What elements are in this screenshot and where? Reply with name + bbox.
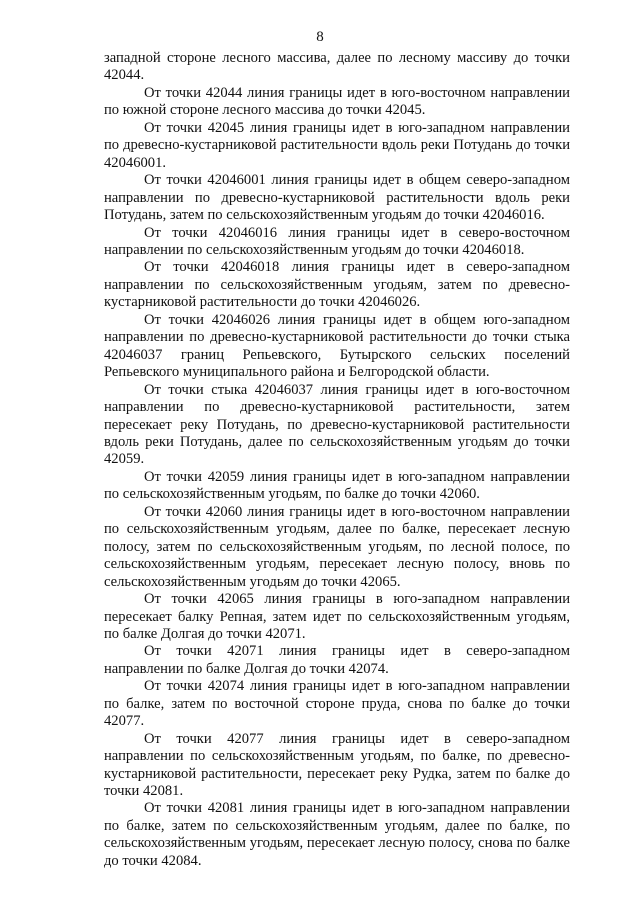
paragraph-42046016: От точки 42046016 линия границы идет в северо-восточном направлении по сельскохозяйственным угодьям до точки 42046018. bbox=[104, 224, 570, 258]
document-body bbox=[104, 50, 570, 870]
paragraph-42059: От точки 42059 линия границы идет в юго-западном направлении по сельскохозяйственным угодьям, по балке до точки 42060. bbox=[104, 468, 570, 503]
paragraph-42081: От точки 42081 линия границы идет в юго-западном направлении по балке, затем по сельскохозяйственным угодьям, далее по балке, по сельскохозяйственным угодьям, пересекает лесную полосу, снова по балке до точки 42084. bbox=[104, 800, 570, 869]
page-number: 8 bbox=[316, 29, 324, 45]
paragraph-continuation: западной стороне лесного массива, далее по лесному массиву до точки 42044. bbox=[104, 50, 570, 84]
paragraph-42071: От точки 42071 линия границы идет в северо-западном направлении по балке Долгая до точки 42074. bbox=[104, 643, 570, 677]
paragraph-42046037: От точки стыка 42046037 линия границы идет в юго-восточном направлении по древесно-кустарниковой растительности, затем пересекает реку Потудань, по древесно-кустарниковой растительности вдоль реки Потудань, далее по сельскохозяйственным угодьям до точки 42059. bbox=[104, 381, 570, 468]
paragraph-42060: От точки 42060 линия границы идет в юго-восточном направлении по сельскохозяйственным угодьям, далее по балке, пересекает лесную полосу, затем по сельскохозяйственным угодьям, по лесной полосе, по сельскохозяйственным угодьям, пересекает лесную полосу, вновь по сельскохозяйственным угодьям до точки 42065. bbox=[104, 503, 570, 590]
paragraph-42046018: От точки 42046018 линия границы идет в северо-западном направлении по сельскохозяйственным угодьям, затем по древесно-кустарниковой растительности до точки 42046026. bbox=[104, 259, 570, 311]
paragraph-42077: От точки 42077 линия границы идет в северо-западном направлении по сельскохозяйственным угодьям, по балке, по древесно-кустарниковой растительности, пересекает реку Рудка, затем по балке до точки 42081. bbox=[104, 730, 570, 800]
paragraph-42065: От точки 42065 линия границы в юго-западном направлении пересекает балку Репная, затем идет по сельскохозяйственным угодьям, по балке Долгая до точки 42071. bbox=[104, 591, 570, 642]
paragraph-42045: От точки 42045 линия границы идет в юго-западном направлении по древесно-кустарниковой растительности вдоль реки Потудань до точки 42046001. bbox=[104, 119, 570, 171]
paragraph-42046001: От точки 42046001 линия границы идет в общем северо-западном направлении по древесно-кустарниковой растительности вдоль реки Потудань, затем по сельскохозяйственным угодьям до точки 42046016. bbox=[104, 172, 570, 224]
paragraph-42044: От точки 42044 линия границы идет в юго-восточном направлении по южной стороне лесного массива до точки 42045. bbox=[104, 84, 570, 119]
paragraph-42074: От точки 42074 линия границы идет в юго-западном направлении по балке, затем по восточной стороне пруда, снова по балке до точки 42077. bbox=[104, 678, 570, 730]
paragraph-42046026: От точки 42046026 линия границы идет в общем юго-западном направлении по древесно-кустарниковой растительности до точки стыка 42046037 границ Репьевского, Бутырского сельских поселений Репьевского муниципального района и Белгородской области. bbox=[104, 311, 570, 381]
